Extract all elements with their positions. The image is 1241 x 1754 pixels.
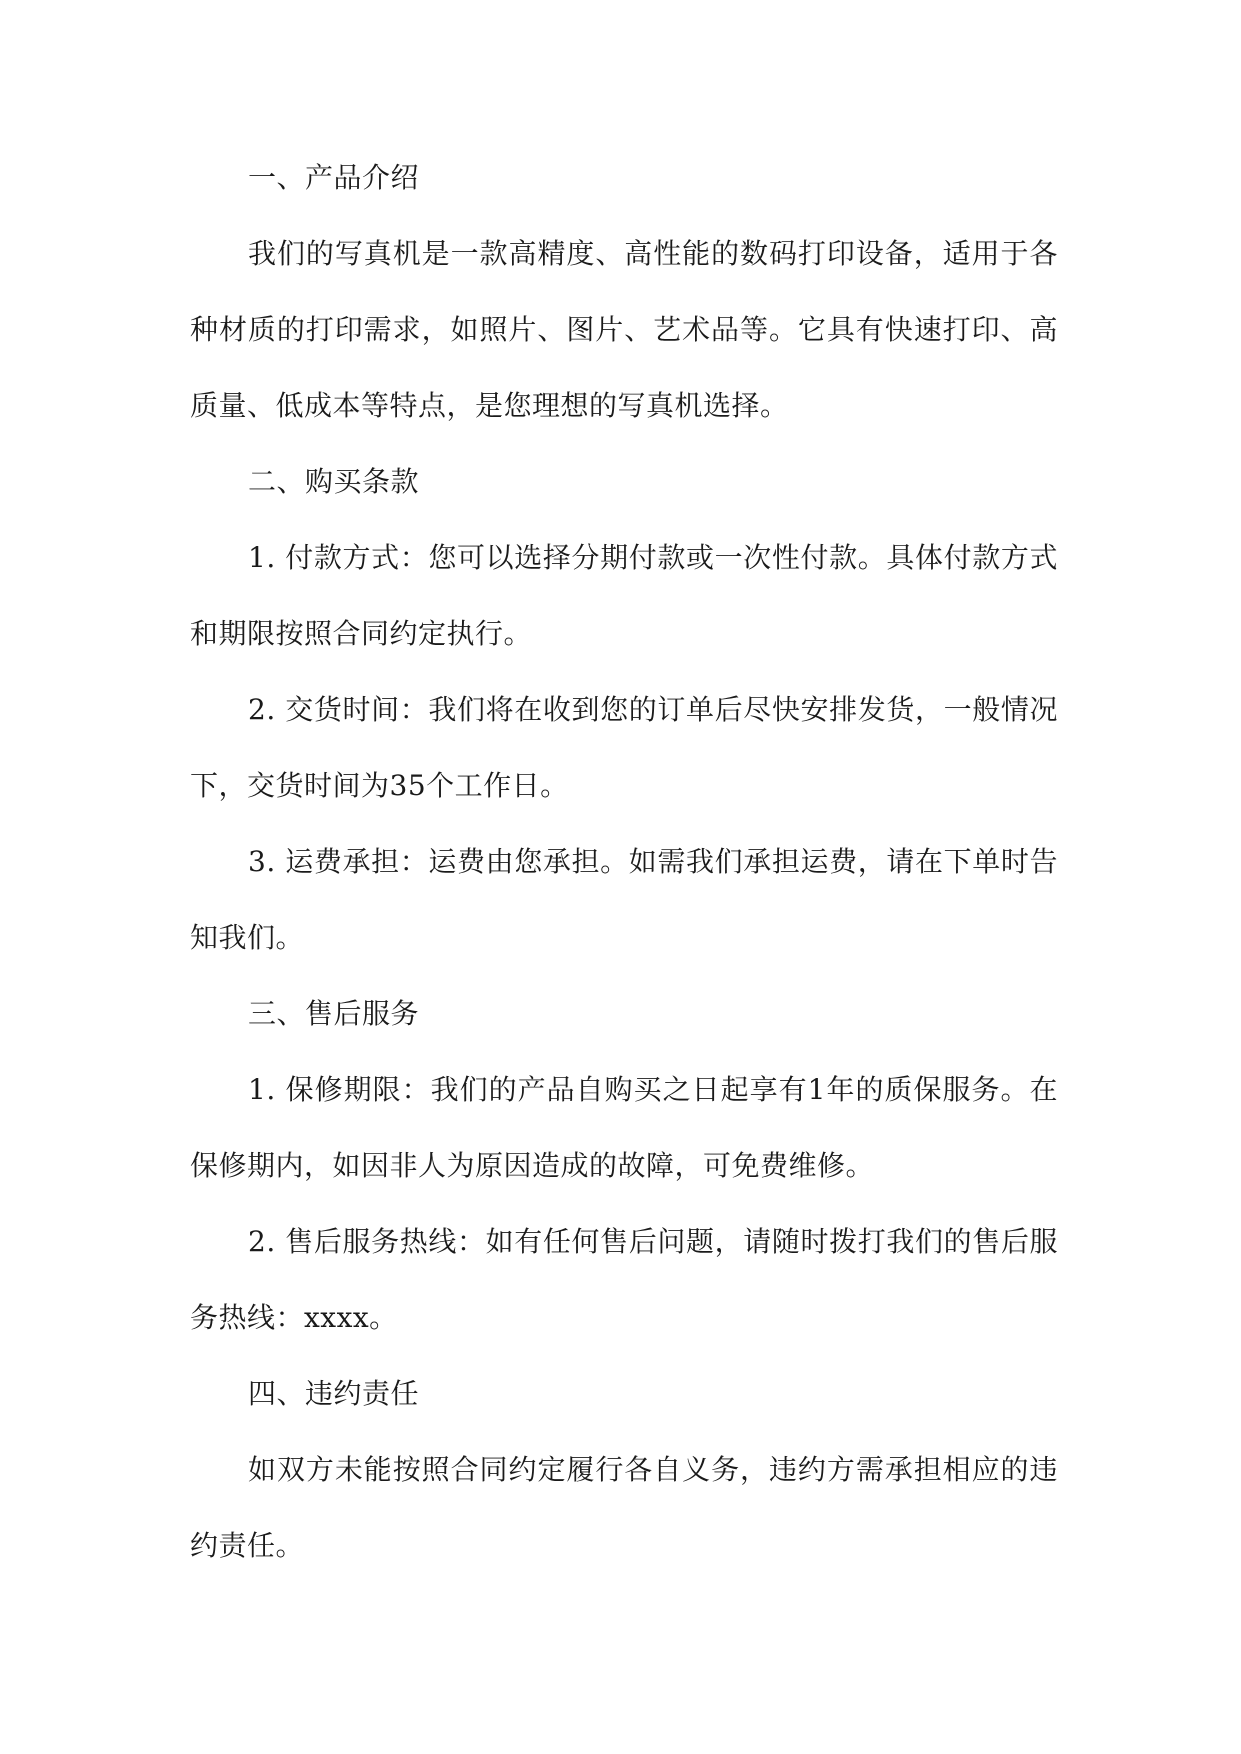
liability-paragraph: 如双方未能按照合同约定履行各自义务，违约方需承担相应的违约责任。 xyxy=(190,1453,1058,1562)
warranty-period-clause: 1. 保修期限：我们的产品自购买之日起享有1年的质保服务。在保修期内，如因非人为原因造成的故障，可免费维修。 xyxy=(190,1073,1058,1182)
section-heading-after-sales: 三、售后服务 xyxy=(248,997,420,1030)
delivery-time-clause: 2. 交货时间：我们将在收到您的订单后尽快安排发货，一般情况下，交货时间为35个工作日。 xyxy=(190,693,1058,802)
payment-method-clause: 1. 付款方式：您可以选择分期付款或一次性付款。具体付款方式和期限按照合同约定执行。 xyxy=(190,541,1058,650)
document-page xyxy=(190,140,1058,1584)
product-intro-paragraph: 我们的写真机是一款高精度、高性能的数码打印设备，适用于各种材质的打印需求，如照片、图片、艺术品等。它具有快速打印、高质量、低成本等特点，是您理想的写真机选择。 xyxy=(190,237,1058,422)
section-heading-liability: 四、违约责任 xyxy=(248,1377,420,1410)
section-heading-purchase-terms: 二、购买条款 xyxy=(248,465,420,498)
shipping-cost-clause: 3. 运费承担：运费由您承担。如需我们承担运费，请在下单时告知我们。 xyxy=(190,845,1058,954)
section-heading-product-intro: 一、产品介绍 xyxy=(248,161,420,194)
service-hotline-clause: 2. 售后服务热线：如有任何售后问题，请随时拨打我们的售后服务热线：xxxx。 xyxy=(190,1225,1058,1334)
